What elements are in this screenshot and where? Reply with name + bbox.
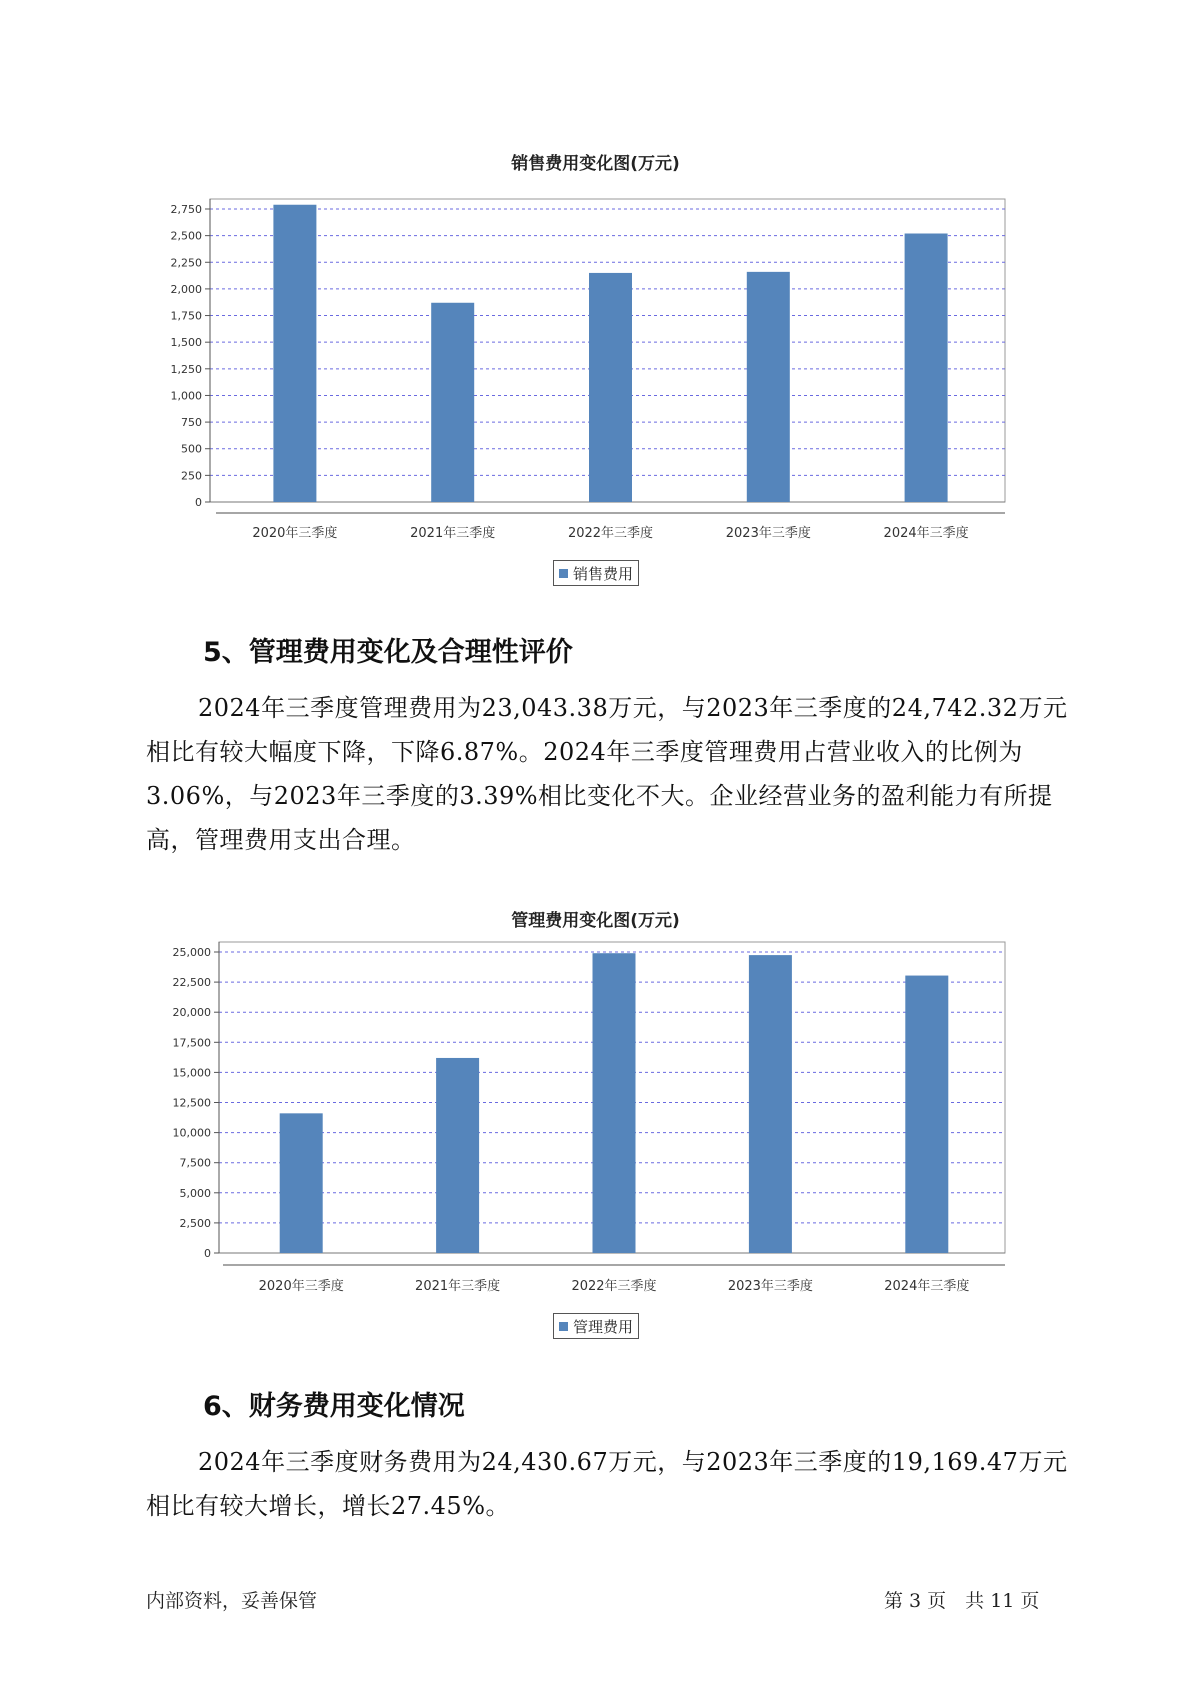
chart1-category-label: 2024年三季度 <box>883 526 969 541</box>
chart2-ytick-label: 22,500 <box>172 976 211 990</box>
chart1-ytick-label: 1,750 <box>170 309 202 323</box>
chart1-ytick-label: 2,750 <box>170 203 202 216</box>
chart2-ytick-label: 15,000 <box>172 1066 211 1080</box>
legend-swatch-icon <box>559 1322 568 1331</box>
chart2-category-label: 2020年三季度 <box>258 1279 344 1294</box>
chart2-ytick-label: 5,000 <box>179 1186 211 1200</box>
chart1-category-label: 2020年三季度 <box>252 526 338 541</box>
chart2-category-label: 2023年三季度 <box>727 1279 813 1294</box>
chart2-title: 管理费用变化图(万元) <box>511 911 680 931</box>
chart1-ytick-label: 0 <box>195 496 202 509</box>
chart1-title: 销售费用变化图(万元) <box>511 154 680 174</box>
chart2-category-label: 2021年三季度 <box>415 1279 501 1294</box>
chart2-bar <box>436 1058 479 1253</box>
chart2-bar <box>749 955 792 1253</box>
chart2-bar <box>905 976 948 1253</box>
chart2-ytick-label: 17,500 <box>172 1036 211 1050</box>
chart2-ytick-label: 2,500 <box>179 1216 211 1230</box>
chart2-ytick-label: 0 <box>204 1247 211 1260</box>
chart2-ytick-label: 7,500 <box>179 1156 211 1170</box>
chart2-ytick-label: 20,000 <box>172 1006 211 1020</box>
section5-paragraph: 2024年三季度管理费用为23,043.38万元，与2023年三季度的24,742.32万元相比有较大幅度下降，下降6.87%。2024年三季度管理费用占营业收入的比例为3.06%，与2023年三季度的3.39%相比变化不大。企业经营业务的盈利能力有所提高，管理费用支出合理。 <box>146 694 1068 854</box>
section5-heading: 5、管理费用变化及合理性评价 <box>203 637 573 668</box>
footer-page-number: 第 3 页 共 11 页 <box>884 1590 1040 1612</box>
chart1-category-label: 2022年三季度 <box>567 526 654 541</box>
footer-left: 内部资料，妥善保管 <box>146 1590 318 1612</box>
chart2-ytick-label: 12,500 <box>172 1096 211 1110</box>
chart2-bar <box>280 1113 323 1253</box>
chart1-ytick-label: 2,000 <box>170 282 202 296</box>
chart1-ytick-label: 500 <box>181 442 202 456</box>
chart1-category-label: 2023年三季度 <box>725 526 811 541</box>
chart1-ytick-label: 2,250 <box>170 256 202 270</box>
chart1-ytick-label: 1,000 <box>170 389 202 403</box>
chart1-ytick-label: 1,500 <box>170 336 202 350</box>
section6-paragraph: 2024年三季度财务费用为24,430.67万元，与2023年三季度的19,169.47万元相比有较大增长，增长27.45%。 <box>146 1448 1068 1520</box>
section6-heading: 6、财务费用变化情况 <box>203 1391 465 1422</box>
chart1-ytick-label: 250 <box>181 469 202 483</box>
chart2-legend-label: 管理费用 <box>573 1317 634 1336</box>
chart1-legend-label: 销售费用 <box>573 564 634 583</box>
chart2-legend <box>553 1313 639 1339</box>
chart1-ytick-label: 750 <box>181 416 202 430</box>
chart2-ytick-label: 25,000 <box>172 946 211 959</box>
chart1-category-label: 2021年三季度 <box>410 526 496 541</box>
chart1-ytick-label: 2,500 <box>170 229 202 243</box>
chart1-ytick-label: 1,250 <box>170 362 202 376</box>
chart2-bar <box>593 953 636 1253</box>
chart2-category-label: 2024年三季度 <box>884 1279 970 1294</box>
chart2-ytick-label: 10,000 <box>172 1126 211 1140</box>
chart2-category-label: 2022年三季度 <box>571 1279 657 1294</box>
